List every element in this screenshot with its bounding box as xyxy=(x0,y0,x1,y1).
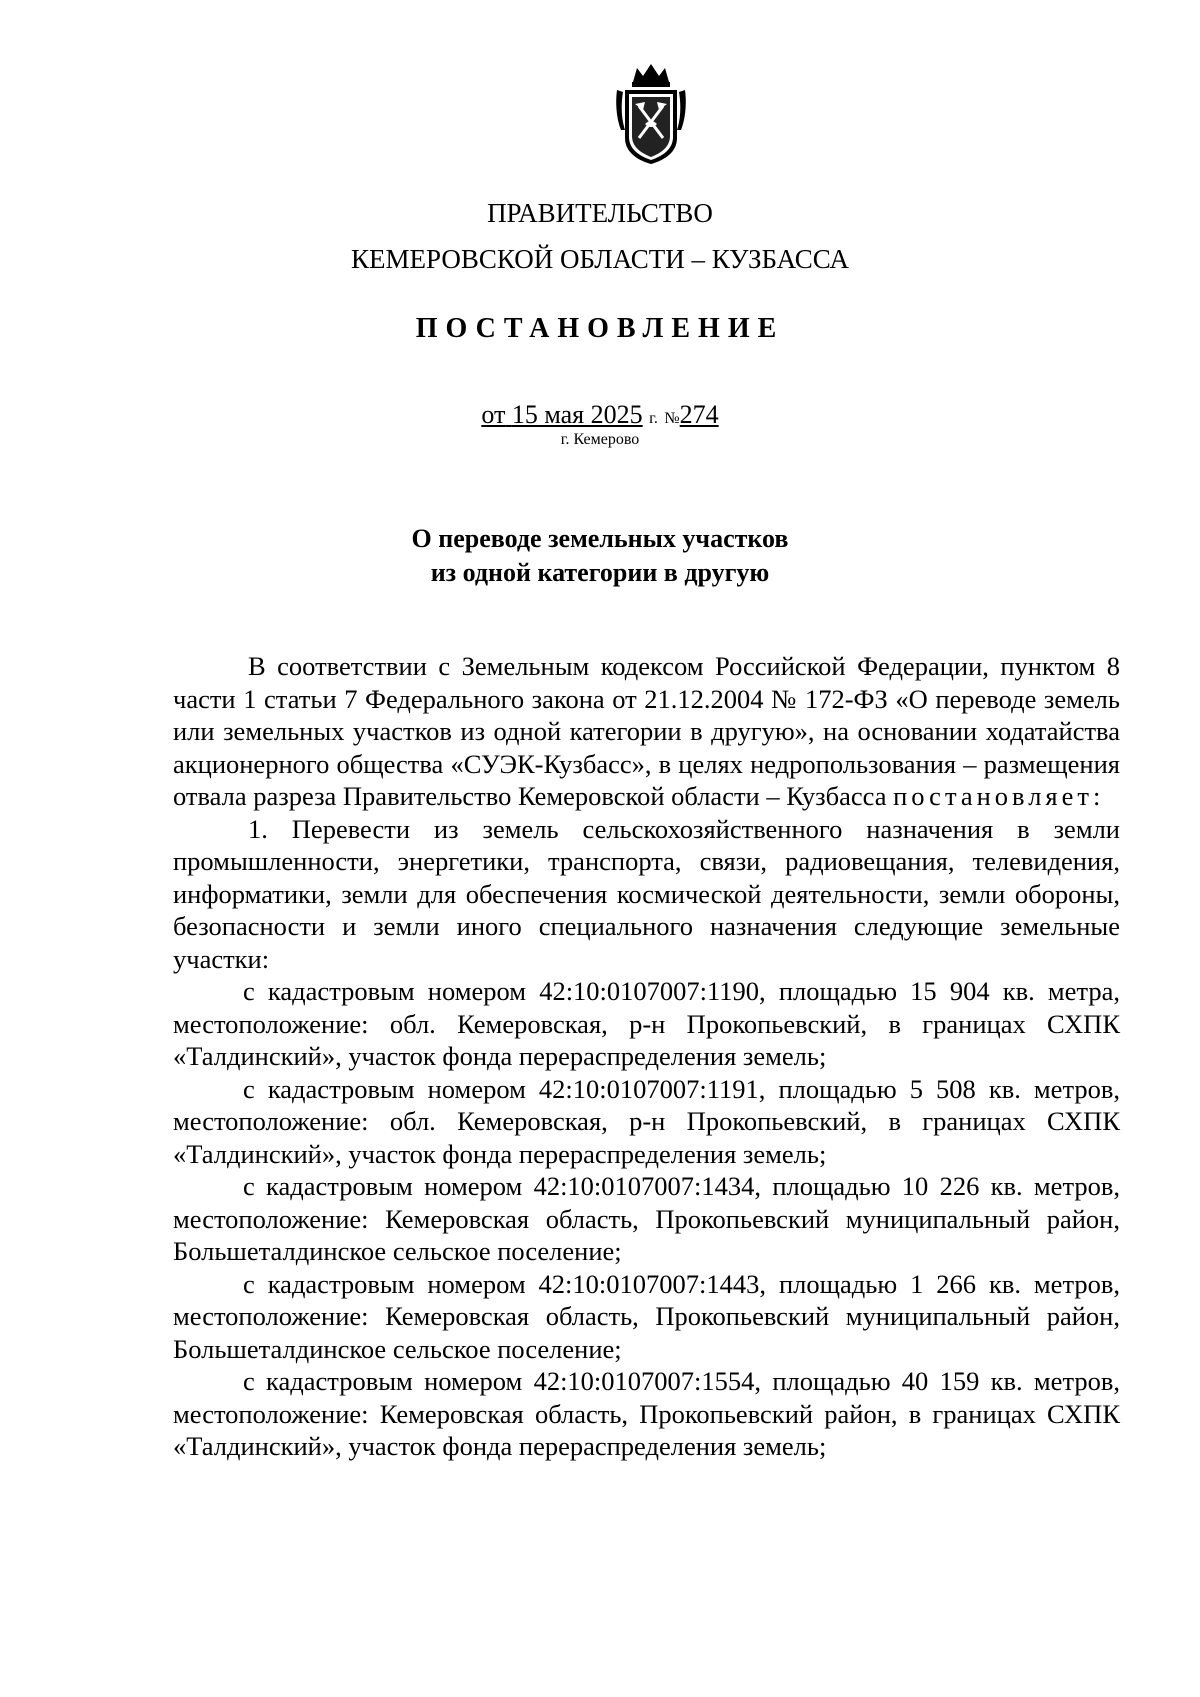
resolves-word: постановляет: xyxy=(893,781,1105,811)
city-name: г. Кемерово xyxy=(560,431,640,448)
plot-paragraph: с кадастровым номером 42:10:0107007:1191, площадью 5 508 кв. метров, местоположение: обл. Кемеровская, р-н Прокопьевский, в границах СХПК «Талдинский», участок фонда перераспределения земель; xyxy=(173,1073,1120,1169)
date-prefix: от xyxy=(481,400,506,429)
year-suffix: г. xyxy=(649,410,658,427)
plot-paragraph: с кадастровым номером 42:10:0107007:1443, площадью 1 266 кв. метров, местоположение: Кемеровская область, Прокопьевский муниципальный район, Большеталдинское сельское поселение; xyxy=(173,1268,1120,1364)
plot-paragraph: с кадастровым номером 42:10:0107007:1554, площадью 40 159 кв. метров, местоположение: Кемеровская область, Прокопьевский район, в границах СХПК «Талдинский», участок фонда перераспределения земель; xyxy=(173,1366,1120,1461)
organization-name-line2: КЕМЕРОВСКОЙ ОБЛАСТИ – КУЗБАССА xyxy=(351,244,849,274)
organization-name-line1: ПРАВИТЕЛЬСТВО xyxy=(487,198,713,228)
number-sign: № xyxy=(664,410,680,427)
document-number: 274 xyxy=(679,400,719,429)
subject-line1: О переводе земельных участков xyxy=(411,524,789,553)
preamble-text: В соответствии с Земельным кодексом Российской Федерации, пунктом 8 части 1 статьи 7 Федерального закона от 21.12.2004 № 172-ФЗ «О переводе земель или земельных участков из одной категории в другую», на основании ходатайства акционерного общества «СУЭК-Кузбасс», в целях недропользования – размещения отвала разреза Правительство Кемеровской области – Кузбасса xyxy=(173,651,1120,811)
subject-line2: из одной категории в другую xyxy=(430,558,770,587)
plot-paragraph: с кадастровым номером 42:10:0107007:1190, площадью 15 904 кв. метра, местоположение: обл. Кемеровская, р-н Прокопьевский, в границах СХПК «Талдинский», участок фонда перераспределения земель; xyxy=(173,976,1120,1071)
document-body xyxy=(173,650,1120,1463)
date-number-line xyxy=(0,400,1200,434)
preamble-paragraph xyxy=(173,650,1120,813)
plot-paragraph: с кадастровым номером 42:10:0107007:1434, площадью 10 226 кв. метров, местоположение: Кемеровская область, Прокопьевский муниципальный район, Большеталдинское сельское поселение; xyxy=(173,1171,1120,1266)
document-type-title: ПОСТАНОВЛЕНИЕ xyxy=(415,313,785,344)
document-date: 15 мая 2025 xyxy=(511,400,643,429)
coat-of-arms-icon xyxy=(611,60,691,168)
item-1-paragraph: 1. Перевести из земель сельскохозяйственного назначения в земли промышленности, энергетики, транспорта, связи, радиовещания, телевидения, информатики, земли для обеспечения космической деятельности, земли обороны, безопасности и земли иного специального назначения следующие земельные участки: xyxy=(173,813,1120,974)
